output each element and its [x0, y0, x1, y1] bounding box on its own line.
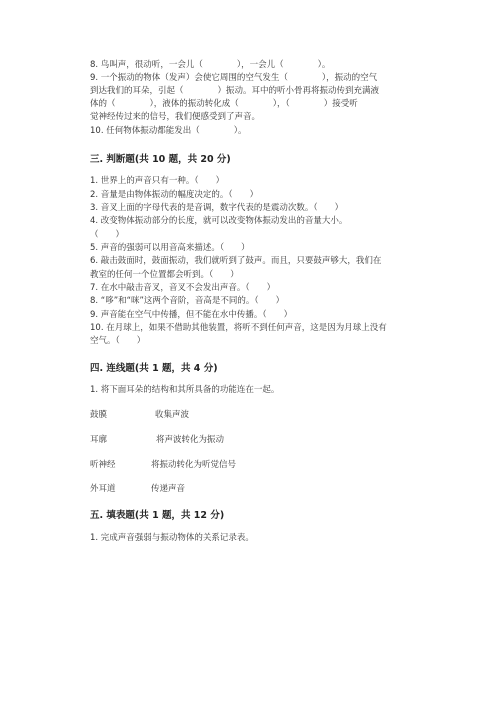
- matching-right-4: 传递声音: [151, 484, 186, 494]
- judge-item-3: 3. 音叉上面的字母代表的是音调，数字代表的是震动次数。（ ）: [90, 203, 344, 213]
- judge-item-10-line-1: 10. 在月球上，如果不借助其他装置，将听不到任何声音，这是因为月球上没有: [90, 323, 387, 333]
- matching-left-4: 外耳道: [90, 484, 116, 494]
- question-9-line-2: 到达我们的耳朵，引起（ ）振动。耳中的听小骨再将振动传到充满液: [90, 86, 380, 96]
- section-3-heading: 三. 判断题(共 10 题，共 20 分): [90, 154, 231, 165]
- matching-left-1: 鼓膜: [90, 410, 108, 420]
- judge-item-8: 8. “哆”和“咪”这两个音阶，音高是不同的。（ ）: [90, 296, 285, 306]
- judge-item-4: 4. 改变物体振动部分的长度，就可以改变物体振动发出的音量大小。: [90, 216, 348, 226]
- judge-item-6-line-2: 教室的任何一个位置都会听到。（ ）: [90, 270, 239, 280]
- section-5-heading: 五. 填表题(共 1 题，共 12 分): [90, 510, 225, 521]
- matching-right-2: 将声波转化为振动: [156, 435, 225, 445]
- matching-left-3: 听神经: [90, 460, 116, 470]
- judge-item-5: 5. 声音的强弱可以用音高来描述。（ ）: [90, 243, 250, 253]
- judge-item-9: 9. 声音能在空气中传播，但不能在水中传播。（ ）: [90, 310, 293, 320]
- table-question: 1. 完成声音强弱与振动物体的关系记录表。: [90, 533, 254, 543]
- judge-item-1: 1. 世界上的声音只有一种。（ ）: [90, 176, 225, 186]
- question-10: 10. 任何物体振动都能发出（ ）。: [90, 126, 247, 136]
- question-9-line-3: 体的（ ），液体的振动转化成（ ），（ ）接受听: [90, 99, 358, 109]
- judge-item-10-line-2: 空气。（ ）: [90, 336, 146, 346]
- judge-item-2: 2. 音量是由物体振动的幅度决定的。（ ）: [90, 190, 259, 200]
- judge-item-4-blank: （ ）: [90, 230, 125, 240]
- question-9-line-1: 9. 一个振动的物体（发声）会使它周围的空气发生（ ），振动的空气: [90, 73, 378, 83]
- matching-left-2: 耳廓: [90, 435, 108, 445]
- matching-question: 1. 将下面耳朵的结构和其所具备的功能连在一起。: [90, 385, 280, 395]
- question-9-line-4: 觉神经传过来的信号，我们便感受到了声音。: [90, 112, 261, 122]
- matching-right-1: 收集声波: [155, 410, 190, 420]
- judge-item-7: 7. 在水中敲击音叉，音叉不会发出声音。（ ）: [90, 283, 276, 293]
- judge-item-6-line-1: 6. 敲击鼓面时，鼓面振动，我们就听到了鼓声。而且，只要鼓声够大，我们在: [90, 256, 382, 266]
- question-8: 8. 鸟叫声，很动听，一会儿（ ），一会儿（ ）。: [90, 60, 331, 70]
- section-4-heading: 四. 连线题(共 1 题，共 4 分): [90, 363, 218, 374]
- matching-right-3: 将振动转化为听觉信号: [151, 460, 237, 470]
